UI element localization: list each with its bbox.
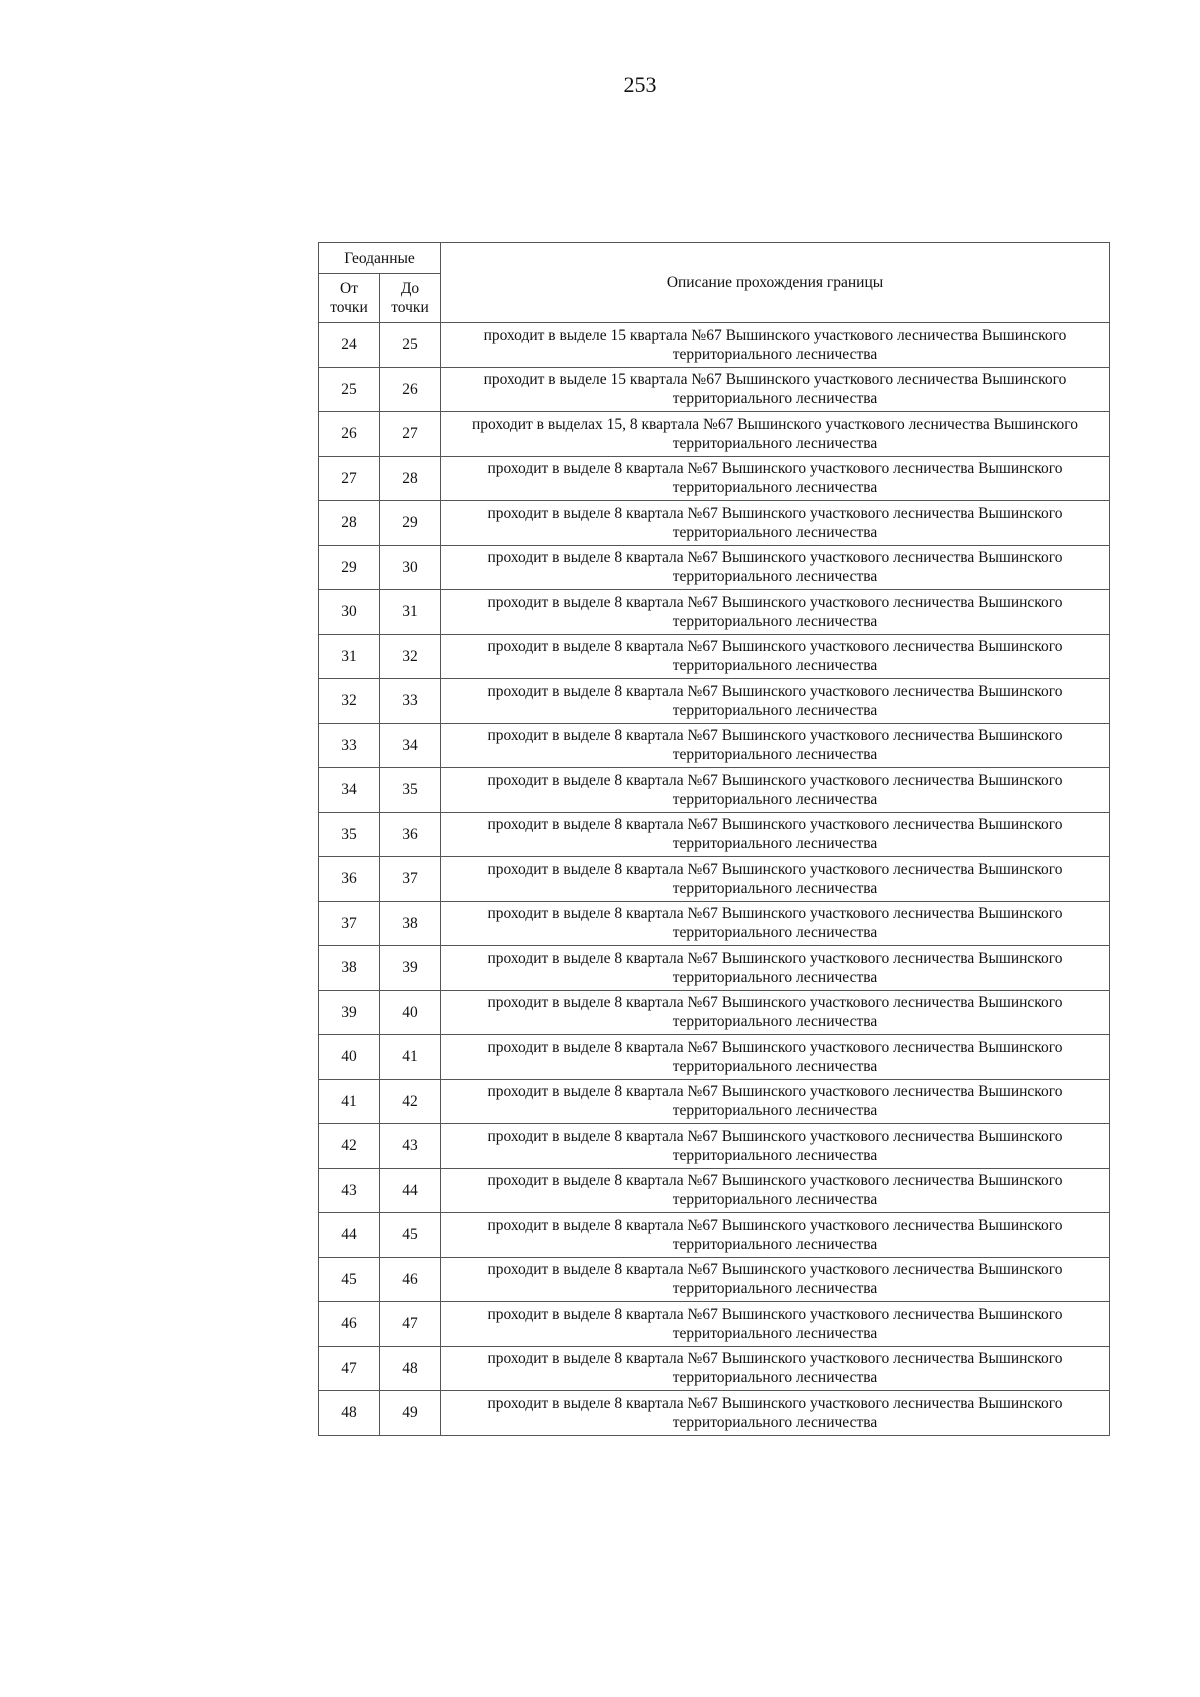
description-cell: проходит в выделе 8 квартала №67 Вышинского участкового лесничества Вышинского территориального лесничества — [441, 990, 1110, 1035]
description-cell: проходит в выделе 8 квартала №67 Вышинского участкового лесничества Вышинского территориального лесничества — [441, 1079, 1110, 1124]
description-cell: проходит в выделах 15, 8 квартала №67 Вышинского участкового лесничества Вышинского территориального лесничества — [441, 412, 1110, 457]
table-row — [319, 412, 1110, 457]
geodata-header: Геоданные — [319, 243, 441, 274]
to-point-cell: 42 — [380, 1079, 441, 1124]
to-point-cell: 48 — [380, 1346, 441, 1391]
to-point-cell: 40 — [380, 990, 441, 1035]
table-row — [319, 1302, 1110, 1347]
table-row — [319, 501, 1110, 546]
table-row — [319, 456, 1110, 501]
description-cell: проходит в выделе 8 квартала №67 Вышинского участкового лесничества Вышинского территориального лесничества — [441, 634, 1110, 679]
from-point-cell: 42 — [319, 1124, 380, 1169]
from-point-cell: 36 — [319, 857, 380, 902]
to-point-cell: 46 — [380, 1257, 441, 1302]
from-point-cell: 46 — [319, 1302, 380, 1347]
from-point-cell: 43 — [319, 1168, 380, 1213]
table-row — [319, 1079, 1110, 1124]
table-row — [319, 1346, 1110, 1391]
description-cell: проходит в выделе 8 квартала №67 Вышинского участкового лесничества Вышинского территориального лесничества — [441, 545, 1110, 590]
to-point-cell: 35 — [380, 768, 441, 813]
table-row — [319, 1035, 1110, 1080]
from-point-cell: 45 — [319, 1257, 380, 1302]
from-point-cell: 27 — [319, 456, 380, 501]
from-point-cell: 35 — [319, 812, 380, 857]
to-point-cell: 38 — [380, 901, 441, 946]
description-cell: проходит в выделе 8 квартала №67 Вышинского участкового лесничества Вышинского территориального лесничества — [441, 946, 1110, 991]
to-point-cell: 49 — [380, 1391, 441, 1436]
description-cell: проходит в выделе 8 квартала №67 Вышинского участкового лесничества Вышинского территориального лесничества — [441, 1302, 1110, 1347]
to-point-cell: 41 — [380, 1035, 441, 1080]
page-number: 253 — [623, 72, 657, 97]
to-point-cell: 45 — [380, 1213, 441, 1258]
to-point-cell: 27 — [380, 412, 441, 457]
description-cell: проходит в выделе 8 квартала №67 Вышинского участкового лесничества Вышинского территориального лесничества — [441, 723, 1110, 768]
description-cell: проходит в выделе 8 квартала №67 Вышинского участкового лесничества Вышинского территориального лесничества — [441, 812, 1110, 857]
table-body — [319, 323, 1110, 1436]
description-cell: проходит в выделе 8 квартала №67 Вышинского участкового лесничества Вышинского территориального лесничества — [441, 456, 1110, 501]
description-cell: проходит в выделе 15 квартала №67 Вышинского участкового лесничества Вышинского территориального лесничества — [441, 367, 1110, 412]
table-header — [319, 243, 1110, 323]
to-point-cell: 28 — [380, 456, 441, 501]
table-row — [319, 1213, 1110, 1258]
table-row — [319, 857, 1110, 902]
from-point-cell: 28 — [319, 501, 380, 546]
table-row — [319, 679, 1110, 724]
to-point-cell: 43 — [380, 1124, 441, 1169]
table-row — [319, 367, 1110, 412]
description-cell: проходит в выделе 8 квартала №67 Вышинского участкового лесничества Вышинского территориального лесничества — [441, 1035, 1110, 1080]
description-cell: проходит в выделе 15 квартала №67 Вышинского участкового лесничества Вышинского территориального лесничества — [441, 323, 1110, 368]
description-cell: проходит в выделе 8 квартала №67 Вышинского участкового лесничества Вышинского территориального лесничества — [441, 1257, 1110, 1302]
from-point-cell: 40 — [319, 1035, 380, 1080]
description-cell: проходит в выделе 8 квартала №67 Вышинского участкового лесничества Вышинского территориального лесничества — [441, 901, 1110, 946]
from-point-cell: 29 — [319, 545, 380, 590]
to-point-cell: 34 — [380, 723, 441, 768]
from-point-cell: 25 — [319, 367, 380, 412]
table-row — [319, 1391, 1110, 1436]
table-row — [319, 768, 1110, 813]
from-point-cell: 44 — [319, 1213, 380, 1258]
to-point-cell: 44 — [380, 1168, 441, 1213]
from-point-cell: 47 — [319, 1346, 380, 1391]
description-cell: проходит в выделе 8 квартала №67 Вышинского участкового лесничества Вышинского территориального лесничества — [441, 1391, 1110, 1436]
from-point-cell: 34 — [319, 768, 380, 813]
description-cell: проходит в выделе 8 квартала №67 Вышинского участкового лесничества Вышинского территориального лесничества — [441, 1346, 1110, 1391]
to-point-cell: 37 — [380, 857, 441, 902]
header-row — [319, 243, 1110, 274]
table-row — [319, 812, 1110, 857]
table-row — [319, 990, 1110, 1035]
to-point-cell: 33 — [380, 679, 441, 724]
to-point-cell: 26 — [380, 367, 441, 412]
from-point-cell: 31 — [319, 634, 380, 679]
from-point-cell: 24 — [319, 323, 380, 368]
from-point-cell: 33 — [319, 723, 380, 768]
to-point-cell: 30 — [380, 545, 441, 590]
table-row — [319, 1124, 1110, 1169]
from-point-cell: 37 — [319, 901, 380, 946]
table-row — [319, 545, 1110, 590]
to-point-header: До точки — [380, 274, 441, 323]
from-point-header: От точки — [319, 274, 380, 323]
to-point-cell: 47 — [380, 1302, 441, 1347]
table-row — [319, 901, 1110, 946]
table-row — [319, 1168, 1110, 1213]
description-cell: проходит в выделе 8 квартала №67 Вышинского участкового лесничества Вышинского территориального лесничества — [441, 1124, 1110, 1169]
boundary-table — [318, 242, 1110, 1436]
table-row — [319, 590, 1110, 635]
to-point-cell: 25 — [380, 323, 441, 368]
table-row — [319, 1257, 1110, 1302]
from-point-cell: 26 — [319, 412, 380, 457]
table-row — [319, 323, 1110, 368]
table-row — [319, 723, 1110, 768]
to-point-cell: 31 — [380, 590, 441, 635]
description-cell: проходит в выделе 8 квартала №67 Вышинского участкового лесничества Вышинского территориального лесничества — [441, 679, 1110, 724]
to-point-cell: 32 — [380, 634, 441, 679]
table-row — [319, 634, 1110, 679]
description-cell: проходит в выделе 8 квартала №67 Вышинского участкового лесничества Вышинского территориального лесничества — [441, 1213, 1110, 1258]
from-point-cell: 48 — [319, 1391, 380, 1436]
from-point-cell: 39 — [319, 990, 380, 1035]
description-cell: проходит в выделе 8 квартала №67 Вышинского участкового лесничества Вышинского территориального лесничества — [441, 590, 1110, 635]
description-cell: проходит в выделе 8 квартала №67 Вышинского участкового лесничества Вышинского территориального лесничества — [441, 501, 1110, 546]
table-row — [319, 946, 1110, 991]
from-point-cell: 38 — [319, 946, 380, 991]
from-point-cell: 30 — [319, 590, 380, 635]
description-header: Описание прохождения границы — [441, 243, 1110, 323]
to-point-cell: 39 — [380, 946, 441, 991]
from-point-cell: 32 — [319, 679, 380, 724]
to-point-cell: 36 — [380, 812, 441, 857]
to-point-cell: 29 — [380, 501, 441, 546]
description-cell: проходит в выделе 8 квартала №67 Вышинского участкового лесничества Вышинского территориального лесничества — [441, 857, 1110, 902]
description-cell: проходит в выделе 8 квартала №67 Вышинского участкового лесничества Вышинского территориального лесничества — [441, 768, 1110, 813]
description-cell: проходит в выделе 8 квартала №67 Вышинского участкового лесничества Вышинского территориального лесничества — [441, 1168, 1110, 1213]
from-point-cell: 41 — [319, 1079, 380, 1124]
